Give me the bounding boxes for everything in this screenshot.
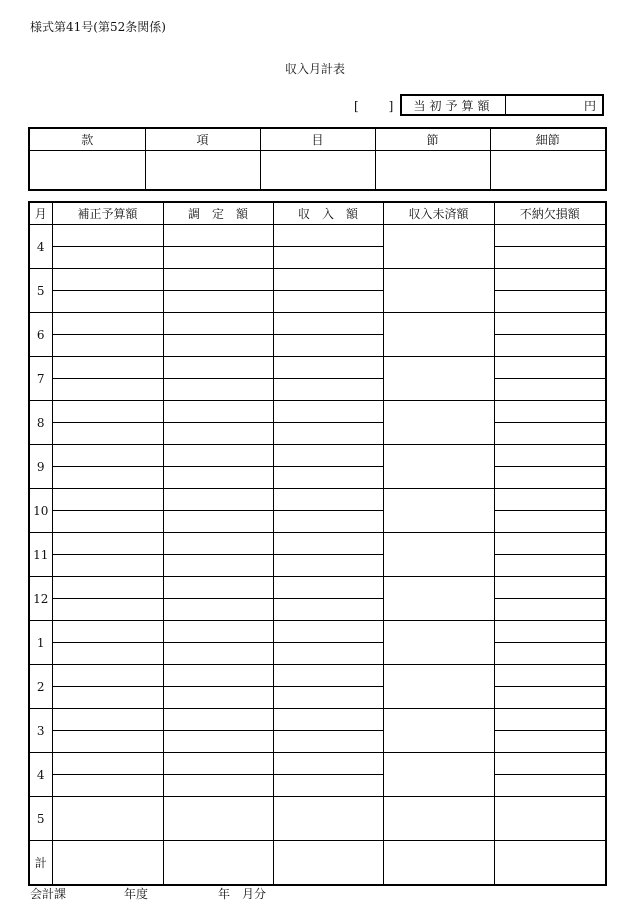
initial-budget-value[interactable] — [506, 96, 602, 114]
table-row — [29, 709, 606, 731]
writeoff-amount-cell[interactable] — [494, 423, 606, 445]
uncollected-amount-cell[interactable] — [383, 841, 494, 886]
received-amount-cell[interactable] — [273, 687, 383, 709]
received-amount-cell[interactable] — [273, 511, 383, 533]
assessed-amount-cell[interactable] — [163, 731, 273, 753]
received-amount-cell[interactable] — [273, 797, 383, 841]
revised-budget-cell[interactable] — [52, 445, 163, 467]
assessed-amount-cell[interactable] — [163, 599, 273, 621]
assessed-amount-cell[interactable] — [163, 511, 273, 533]
received-amount-cell[interactable] — [273, 247, 383, 269]
header-writeoff-amount: 不納欠損額 — [494, 202, 606, 225]
assessed-amount-cell[interactable] — [163, 313, 273, 335]
monthly-table — [28, 201, 607, 886]
table-row — [29, 555, 606, 577]
uncollected-amount-cell[interactable] — [383, 489, 494, 533]
assessed-amount-cell[interactable] — [163, 467, 273, 489]
table-row — [29, 665, 606, 687]
revised-budget-cell[interactable] — [52, 225, 163, 247]
month-label: 8 — [29, 401, 52, 445]
table-row — [29, 489, 606, 511]
assessed-amount-cell[interactable] — [163, 643, 273, 665]
received-amount-cell[interactable] — [273, 225, 383, 247]
received-amount-cell[interactable] — [273, 401, 383, 423]
revised-budget-cell[interactable] — [52, 313, 163, 335]
uncollected-amount-cell[interactable] — [383, 445, 494, 489]
writeoff-amount-cell[interactable] — [494, 313, 606, 335]
saisetsu-cell[interactable] — [490, 151, 606, 191]
table-row — [29, 445, 606, 467]
kan-cell[interactable] — [29, 151, 145, 191]
writeoff-amount-cell[interactable] — [494, 775, 606, 797]
assessed-amount-cell[interactable] — [163, 357, 273, 379]
table-row — [29, 423, 606, 445]
footer-year-month: 年 月分 — [218, 887, 267, 901]
category-table — [28, 127, 607, 191]
table-row — [29, 577, 606, 599]
header-setsu: 節 — [375, 128, 490, 151]
assessed-amount-cell[interactable] — [163, 269, 273, 291]
uncollected-amount-cell[interactable] — [383, 709, 494, 753]
received-amount-cell[interactable] — [273, 709, 383, 731]
assessed-amount-cell[interactable] — [163, 489, 273, 511]
header-uncollected-amount: 収入未済額 — [383, 202, 494, 225]
writeoff-amount-cell[interactable] — [494, 247, 606, 269]
writeoff-amount-cell[interactable] — [494, 841, 606, 886]
writeoff-amount-cell[interactable] — [494, 709, 606, 731]
revised-budget-cell[interactable] — [52, 247, 163, 269]
table-row — [29, 621, 606, 643]
assessed-amount-cell[interactable] — [163, 753, 273, 775]
writeoff-amount-cell[interactable] — [494, 379, 606, 401]
received-amount-cell[interactable] — [273, 775, 383, 797]
received-amount-cell[interactable] — [273, 269, 383, 291]
table-row — [29, 533, 606, 555]
table-row — [29, 379, 606, 401]
revised-budget-cell[interactable] — [52, 467, 163, 489]
received-amount-cell[interactable] — [273, 291, 383, 313]
writeoff-amount-cell[interactable] — [494, 401, 606, 423]
table-row — [29, 775, 606, 797]
header-moku: 目 — [260, 128, 375, 151]
revised-budget-cell[interactable] — [52, 489, 163, 511]
revised-budget-cell[interactable] — [52, 269, 163, 291]
assessed-amount-cell[interactable] — [163, 709, 273, 731]
table-row — [29, 313, 606, 335]
writeoff-amount-cell[interactable] — [494, 225, 606, 247]
uncollected-amount-cell[interactable] — [383, 753, 494, 797]
received-amount-cell[interactable] — [273, 731, 383, 753]
writeoff-amount-cell[interactable] — [494, 599, 606, 621]
received-amount-cell[interactable] — [273, 841, 383, 886]
assessed-amount-cell[interactable] — [163, 665, 273, 687]
footer — [30, 885, 266, 902]
table-row — [29, 269, 606, 291]
received-amount-cell[interactable] — [273, 577, 383, 599]
month-label: 9 — [29, 445, 52, 489]
writeoff-amount-cell[interactable] — [494, 511, 606, 533]
header-received-amount: 収 入 額 — [273, 202, 383, 225]
revised-budget-cell[interactable] — [52, 797, 163, 841]
revised-budget-cell[interactable] — [52, 643, 163, 665]
writeoff-amount-cell[interactable] — [494, 555, 606, 577]
table-row — [29, 291, 606, 313]
header-saisetsu: 細節 — [490, 128, 606, 151]
revised-budget-cell[interactable] — [52, 423, 163, 445]
received-amount-cell[interactable] — [273, 489, 383, 511]
page-title: 収入月計表 — [284, 62, 345, 76]
uncollected-amount-cell[interactable] — [383, 357, 494, 401]
table-row — [29, 401, 606, 423]
month-label: 4 — [29, 753, 52, 797]
month-label: 6 — [29, 313, 52, 357]
received-amount-cell[interactable] — [273, 467, 383, 489]
initial-budget-box — [400, 94, 604, 116]
assessed-amount-cell[interactable] — [163, 423, 273, 445]
month-label: 12 — [29, 577, 52, 621]
writeoff-amount-cell[interactable] — [494, 357, 606, 379]
kou-cell[interactable] — [145, 151, 260, 191]
received-amount-cell[interactable] — [273, 665, 383, 687]
bracket-field: [ ] — [354, 99, 396, 113]
table-row — [29, 797, 606, 841]
month-label: 4 — [29, 225, 52, 269]
revised-budget-cell[interactable] — [52, 621, 163, 643]
received-amount-cell[interactable] — [273, 555, 383, 577]
uncollected-amount-cell[interactable] — [383, 621, 494, 665]
revised-budget-cell[interactable] — [52, 665, 163, 687]
yen-unit: 円 — [583, 98, 596, 113]
received-amount-cell[interactable] — [273, 533, 383, 555]
form-id: 様式第41号(第52条関係) — [30, 20, 166, 34]
received-amount-cell[interactable] — [273, 423, 383, 445]
assessed-amount-cell[interactable] — [163, 533, 273, 555]
header-kou: 項 — [145, 128, 260, 151]
month-label: 計 — [29, 841, 52, 886]
month-label: 10 — [29, 489, 52, 533]
revised-budget-cell[interactable] — [52, 577, 163, 599]
footer-fiscal-year: 年度 — [124, 887, 149, 901]
assessed-amount-cell[interactable] — [163, 401, 273, 423]
revised-budget-cell[interactable] — [52, 533, 163, 555]
received-amount-cell[interactable] — [273, 753, 383, 775]
initial-budget-label: 当初予算額 — [402, 96, 506, 114]
revised-budget-cell[interactable] — [52, 555, 163, 577]
revised-budget-cell[interactable] — [52, 291, 163, 313]
header-revised-budget: 補正予算額 — [52, 202, 163, 225]
revised-budget-cell[interactable] — [52, 357, 163, 379]
assessed-amount-cell[interactable] — [163, 577, 273, 599]
uncollected-amount-cell[interactable] — [383, 533, 494, 577]
month-label: 1 — [29, 621, 52, 665]
revised-budget-cell[interactable] — [52, 335, 163, 357]
writeoff-amount-cell[interactable] — [494, 291, 606, 313]
writeoff-amount-cell[interactable] — [494, 269, 606, 291]
header-assessed-amount: 調 定 額 — [163, 202, 273, 225]
revised-budget-cell[interactable] — [52, 687, 163, 709]
uncollected-amount-cell[interactable] — [383, 401, 494, 445]
assessed-amount-cell[interactable] — [163, 445, 273, 467]
uncollected-amount-cell[interactable] — [383, 269, 494, 313]
writeoff-amount-cell[interactable] — [494, 533, 606, 555]
total-row — [29, 841, 606, 886]
received-amount-cell[interactable] — [273, 599, 383, 621]
writeoff-amount-cell[interactable] — [494, 445, 606, 467]
uncollected-amount-cell[interactable] — [383, 577, 494, 621]
month-label: 5 — [29, 269, 52, 313]
month-label: 5 — [29, 797, 52, 841]
assessed-amount-cell[interactable] — [163, 797, 273, 841]
month-label: 7 — [29, 357, 52, 401]
revised-budget-cell[interactable] — [52, 401, 163, 423]
category-header-row — [29, 128, 606, 151]
assessed-amount-cell[interactable] — [163, 291, 273, 313]
assessed-amount-cell[interactable] — [163, 335, 273, 357]
header-month: 月 — [29, 202, 52, 225]
table-row — [29, 599, 606, 621]
received-amount-cell[interactable] — [273, 621, 383, 643]
footer-dept: 会計課 — [30, 887, 67, 901]
table-row — [29, 357, 606, 379]
table-row — [29, 335, 606, 357]
received-amount-cell[interactable] — [273, 335, 383, 357]
table-row — [29, 467, 606, 489]
received-amount-cell[interactable] — [273, 313, 383, 335]
received-amount-cell[interactable] — [273, 357, 383, 379]
table-row — [29, 753, 606, 775]
header-kan: 款 — [29, 128, 145, 151]
revised-budget-cell[interactable] — [52, 599, 163, 621]
month-label: 2 — [29, 665, 52, 709]
assessed-amount-cell[interactable] — [163, 775, 273, 797]
writeoff-amount-cell[interactable] — [494, 577, 606, 599]
table-row — [29, 225, 606, 247]
month-label: 11 — [29, 533, 52, 577]
monthly-header-row — [29, 202, 606, 225]
table-row — [29, 247, 606, 269]
table-row — [29, 511, 606, 533]
writeoff-amount-cell[interactable] — [494, 731, 606, 753]
setsu-cell[interactable] — [375, 151, 490, 191]
assessed-amount-cell[interactable] — [163, 555, 273, 577]
revised-budget-cell[interactable] — [52, 379, 163, 401]
writeoff-amount-cell[interactable] — [494, 467, 606, 489]
received-amount-cell[interactable] — [273, 379, 383, 401]
received-amount-cell[interactable] — [273, 445, 383, 467]
assessed-amount-cell[interactable] — [163, 841, 273, 886]
writeoff-amount-cell[interactable] — [494, 489, 606, 511]
assessed-amount-cell[interactable] — [163, 225, 273, 247]
writeoff-amount-cell[interactable] — [494, 753, 606, 775]
assessed-amount-cell[interactable] — [163, 621, 273, 643]
table-row — [29, 643, 606, 665]
moku-cell[interactable] — [260, 151, 375, 191]
writeoff-amount-cell[interactable] — [494, 797, 606, 841]
revised-budget-cell[interactable] — [52, 775, 163, 797]
revised-budget-cell[interactable] — [52, 753, 163, 775]
uncollected-amount-cell[interactable] — [383, 665, 494, 709]
month-label: 3 — [29, 709, 52, 753]
revised-budget-cell[interactable] — [52, 731, 163, 753]
table-row — [29, 687, 606, 709]
table-row — [29, 731, 606, 753]
revised-budget-cell[interactable] — [52, 511, 163, 533]
writeoff-amount-cell[interactable] — [494, 621, 606, 643]
uncollected-amount-cell[interactable] — [383, 797, 494, 841]
revised-budget-cell[interactable] — [52, 709, 163, 731]
uncollected-amount-cell[interactable] — [383, 313, 494, 357]
assessed-amount-cell[interactable] — [163, 379, 273, 401]
revised-budget-cell[interactable] — [52, 841, 163, 886]
received-amount-cell[interactable] — [273, 643, 383, 665]
category-entry-row — [29, 151, 606, 191]
writeoff-amount-cell[interactable] — [494, 687, 606, 709]
writeoff-amount-cell[interactable] — [494, 335, 606, 357]
writeoff-amount-cell[interactable] — [494, 643, 606, 665]
assessed-amount-cell[interactable] — [163, 247, 273, 269]
uncollected-amount-cell[interactable] — [383, 225, 494, 269]
writeoff-amount-cell[interactable] — [494, 665, 606, 687]
assessed-amount-cell[interactable] — [163, 687, 273, 709]
